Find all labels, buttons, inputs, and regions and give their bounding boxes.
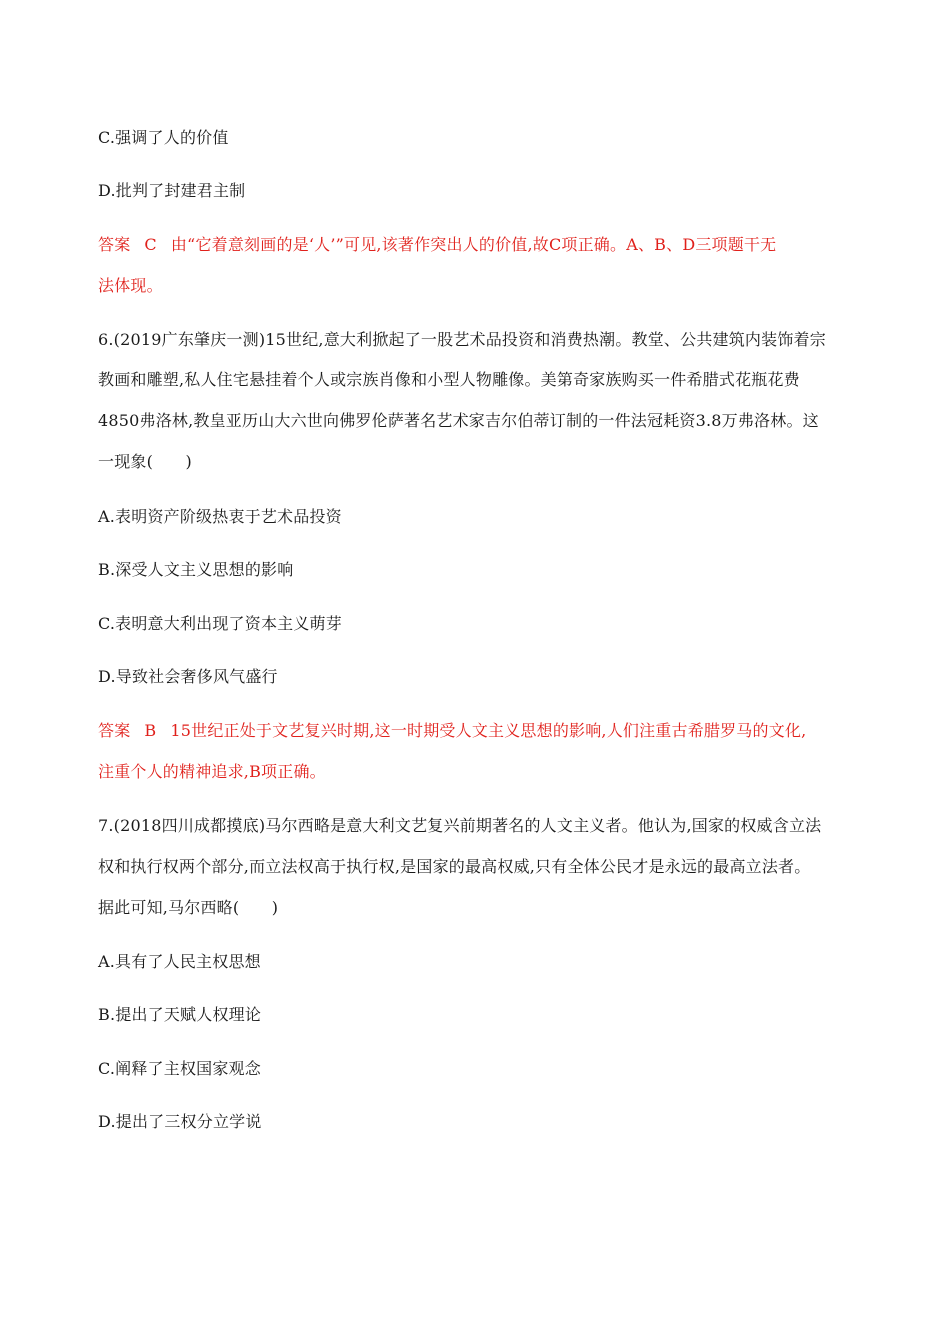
q7-stem-line-1: 7.(2018四川成都摸底)马尔西略是意大利文艺复兴前期著名的人文主义者。他认为,国家的权威含立法 <box>98 816 822 835</box>
q6-answer-continued: 注重个人的精神追求,B项正确。 <box>98 762 326 781</box>
q6-stem-line-3: 4850弗洛林,教皇亚历山大六世向佛罗伦萨著名艺术家吉尔伯蒂订制的一件法冠耗资3.8万弗洛林。这 <box>98 411 819 430</box>
q5-option-c: C.强调了人的价值 <box>98 128 229 147</box>
q6-option-d: D.导致社会奢侈风气盛行 <box>98 667 278 686</box>
answer-key: C <box>144 235 157 254</box>
q7-stem-line-2: 权和执行权两个部分,而立法权高于执行权,是国家的最高权威,只有全体公民才是永远的最高立法者。 <box>98 857 811 876</box>
answer-label: 答案 <box>98 235 131 254</box>
q6-option-c: C.表明意大利出现了资本主义萌芽 <box>98 614 342 633</box>
q6-answer <box>98 721 806 741</box>
answer-explanation: 由“它着意刻画的是‘人’”可见,该著作突出人的价值,故C项正确。A、B、D三项题干无 <box>170 235 777 254</box>
q5-answer <box>98 235 776 255</box>
q6-stem-line-4: 一现象( ) <box>98 452 192 471</box>
q7-option-c: C.阐释了主权国家观念 <box>98 1059 261 1078</box>
q6-option-a: A.表明资产阶级热衷于艺术品投资 <box>98 507 342 526</box>
q6-option-b: B.深受人文主义思想的影响 <box>98 560 294 579</box>
answer-key: B <box>144 721 157 740</box>
q6-stem-line-1: 6.(2019广东肇庆一测)15世纪,意大利掀起了一股艺术品投资和消费热潮。教堂、公共建筑内装饰着宗 <box>98 330 826 349</box>
q5-option-d: D.批判了封建君主制 <box>98 181 246 200</box>
answer-explanation: 15世纪正处于文艺复兴时期,这一时期受人文主义思想的影响,人们注重古希腊罗马的文化, <box>170 721 807 740</box>
q7-option-d: D.提出了三权分立学说 <box>98 1112 262 1131</box>
answer-label: 答案 <box>98 721 131 740</box>
q5-answer-continued: 法体现。 <box>98 276 163 295</box>
q7-option-a: A.具有了人民主权思想 <box>98 952 261 971</box>
q7-stem-line-3: 据此可知,马尔西略( ) <box>98 898 279 917</box>
q6-stem-line-2: 教画和雕塑,私人住宅悬挂着个人或宗族肖像和小型人物雕像。美第奇家族购买一件希腊式花瓶花费 <box>98 370 800 389</box>
q7-option-b: B.提出了天赋人权理论 <box>98 1005 262 1024</box>
